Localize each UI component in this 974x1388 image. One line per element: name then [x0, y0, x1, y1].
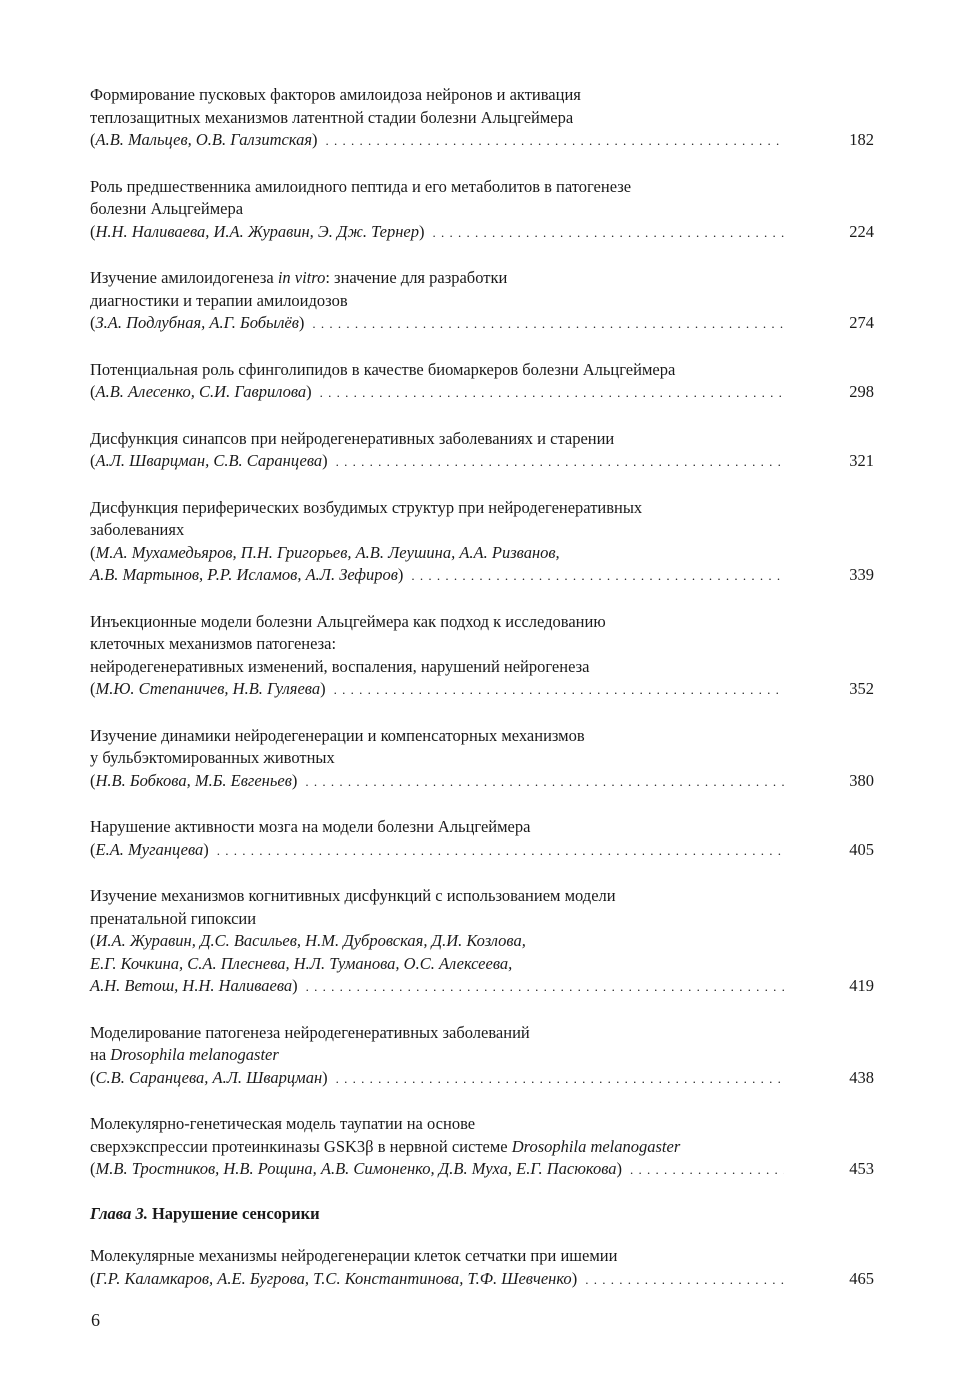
- entry-authors-line: [90, 770, 874, 794]
- entry-title-line: Формирование пусковых факторов амилоидоза нейронов и активация: [90, 85, 581, 104]
- dot-leader: [320, 382, 784, 405]
- dot-leader: [217, 840, 784, 863]
- entry-authors: (А.Л. Шварцман, С.В. Саранцева): [90, 451, 328, 470]
- entry-authors: (М.В. Тростников, Н.В. Рощина, А.В. Симоненко, Д.В. Муха, Е.Г. Пасюкова): [90, 1159, 623, 1178]
- entry-authors: А.В. Мартынов, Р.Р. Исламов, А.Л. Зефиров): [90, 565, 404, 584]
- entry-title-line: теплозащитных механизмов латентной стадии болезни Альцгеймера: [90, 107, 574, 127]
- entry-title-line: пренатальной гипоксии: [90, 908, 257, 928]
- entry-title-line: Молекулярные механизмы нейродегенерации клеток сетчатки при ишемии: [90, 1246, 618, 1265]
- entry-authors-line: [90, 312, 874, 336]
- chapter-title: Нарушение сенсорики: [151, 1203, 320, 1223]
- entry-authors: (С.В. Саранцева, А.Л. Шварцман): [90, 1067, 328, 1087]
- entry-authors: (Е.А. Муганцева): [90, 839, 209, 859]
- entry-authors-line: [90, 1158, 874, 1182]
- entry-authors: (А.В. Алесенко, С.И. Гаврилова): [90, 382, 312, 401]
- entry-authors-line: [90, 129, 874, 153]
- dot-leader: [411, 565, 784, 588]
- entry-authors: Е.Г. Кочкина, С.А. Плеснева, Н.Л. Туманова, О.С. Алексеева,: [90, 953, 513, 973]
- entry-title-line: Молекулярно-генетическая модель таупатии на основе: [90, 1114, 476, 1133]
- dot-leader: [585, 1269, 784, 1292]
- toc-entry: [90, 267, 874, 336]
- entry-authors-line: [90, 953, 874, 976]
- page-number: 6: [91, 1310, 100, 1330]
- entry-page-number: 298: [849, 382, 874, 401]
- entry-page-number: 182: [849, 130, 874, 149]
- dot-leader: [336, 1068, 784, 1091]
- toc-entry: [90, 725, 874, 794]
- toc-chapter-entries: [90, 1245, 874, 1291]
- chapter-number: Глава 3.: [90, 1203, 148, 1223]
- entry-authors-line: [90, 839, 874, 863]
- toc-entry: [90, 885, 874, 999]
- dot-leader: [336, 451, 784, 474]
- entry-title-line: Нарушение активности мозга на модели болезни Альцгеймера: [90, 817, 531, 836]
- entry-authors: (Г.Р. Каламкаров, А.Е. Бугрова, Т.С. Константинова, Т.Ф. Шевченко): [90, 1268, 578, 1288]
- entry-authors-line: [90, 564, 874, 588]
- entry-title-line: Дисфункция периферических возбудимых структур при нейродегенеративных: [90, 497, 643, 517]
- entry-authors-line: [90, 930, 874, 953]
- entry-authors: (Н.В. Бобкова, М.Б. Евгеньев): [90, 770, 298, 790]
- toc-entry: [90, 1022, 874, 1091]
- entry-page-number: 339: [849, 565, 874, 584]
- chapter-heading: [90, 1203, 874, 1226]
- entry-title-line: Потенциальная роль сфинголипидов в качестве биомаркеров болезни Альцгеймера: [90, 359, 676, 379]
- entry-title-line: Дисфункция синапсов при нейродегенеративных заболеваниях и старении: [90, 428, 615, 448]
- entry-authors: (М.Ю. Степаничев, Н.В. Гуляева): [90, 679, 326, 698]
- dot-leader: [312, 313, 784, 336]
- toc-entry: [90, 84, 874, 153]
- entry-authors: (И.А. Журавин, Д.С. Васильев, Н.М. Дубровская, Д.И. Козлова,: [90, 931, 526, 950]
- toc-entry: [90, 176, 874, 245]
- dot-leader: [334, 679, 784, 702]
- entry-title-line: диагностики и терапии амилоидозов: [90, 290, 348, 310]
- dot-leader: [326, 130, 784, 153]
- entry-title-line: Изучение механизмов когнитивных дисфункций с использованием модели: [90, 886, 616, 905]
- entry-authors: (Н.Н. Наливаева, И.А. Журавин, Э. Дж. Тернер): [90, 221, 425, 241]
- toc-entry: [90, 611, 874, 702]
- entry-page-number: 453: [849, 1159, 874, 1178]
- entry-authors-line: [90, 1268, 874, 1292]
- toc-entry: [90, 1113, 874, 1182]
- entry-title-line: Моделирование патогенеза нейродегенеративных заболеваний: [90, 1022, 530, 1042]
- entry-page-number: 419: [849, 976, 874, 995]
- entry-title-line: Изучение динамики нейродегенерации и компенсаторных механизмов: [90, 725, 585, 745]
- entry-authors-line: [90, 221, 874, 245]
- entry-page-number: 321: [849, 451, 874, 470]
- entry-title-line: на Drosophila melanogaster: [90, 1045, 279, 1064]
- entry-authors-line: [90, 975, 874, 999]
- entry-title-line: заболеваниях: [90, 520, 185, 539]
- table-of-contents: [90, 84, 874, 1314]
- entry-authors-line: [90, 678, 874, 702]
- entry-title-line: сверхэкспрессии протеинкиназы GSK3β в нервной системе Drosophila melanogaster: [90, 1136, 681, 1156]
- entry-page-number: 224: [849, 221, 874, 241]
- entry-authors: А.Н. Ветош, Н.Н. Наливаева): [90, 976, 298, 995]
- toc-entry: [90, 1245, 874, 1291]
- dot-leader: [305, 771, 784, 794]
- entry-title-line: Роль предшественника амилоидного пептида и его метаболитов в патогенезе: [90, 176, 632, 196]
- toc-entry: [90, 497, 874, 588]
- entry-page-number: 274: [849, 313, 874, 332]
- toc-entries: [90, 84, 874, 1182]
- entry-page-number: 438: [849, 1067, 874, 1087]
- entry-page-number: 380: [849, 770, 874, 790]
- entry-page-number: 352: [849, 679, 874, 698]
- entry-authors-line: [90, 381, 874, 405]
- entry-authors: (А.В. Мальцев, О.В. Галзитская): [90, 130, 318, 149]
- entry-authors: (М.А. Мухамедьяров, П.Н. Григорьев, А.В. Леушина, А.А. Ризванов,: [90, 542, 560, 562]
- toc-entry: [90, 816, 874, 862]
- entry-title-line: Инъекционные модели болезни Альцгеймера как подход к исследованию: [90, 611, 606, 631]
- entry-title-line: болезни Альцгеймера: [90, 199, 244, 218]
- entry-title-line: клеточных механизмов патогенеза:: [90, 634, 337, 653]
- entry-title-line: у бульбэктомированных животных: [90, 748, 335, 767]
- entry-title-line: Изучение амилоидогенеза in vitro: значение для разработки: [90, 268, 508, 287]
- entry-authors-line: [90, 450, 874, 474]
- entry-page-number: 465: [849, 1268, 874, 1288]
- entry-title-line: нейродегенеративных изменений, воспаления, нарушений нейрогенеза: [90, 656, 590, 676]
- entry-page-number: 405: [849, 839, 874, 859]
- dot-leader: [630, 1159, 784, 1182]
- toc-entry: [90, 428, 874, 474]
- entry-authors-line: [90, 542, 874, 565]
- entry-authors-line: [90, 1067, 874, 1091]
- toc-entry: [90, 359, 874, 405]
- dot-leader: [306, 976, 784, 999]
- dot-leader: [433, 222, 785, 245]
- entry-authors: (З.А. Подлубная, А.Г. Бобылёв): [90, 313, 305, 332]
